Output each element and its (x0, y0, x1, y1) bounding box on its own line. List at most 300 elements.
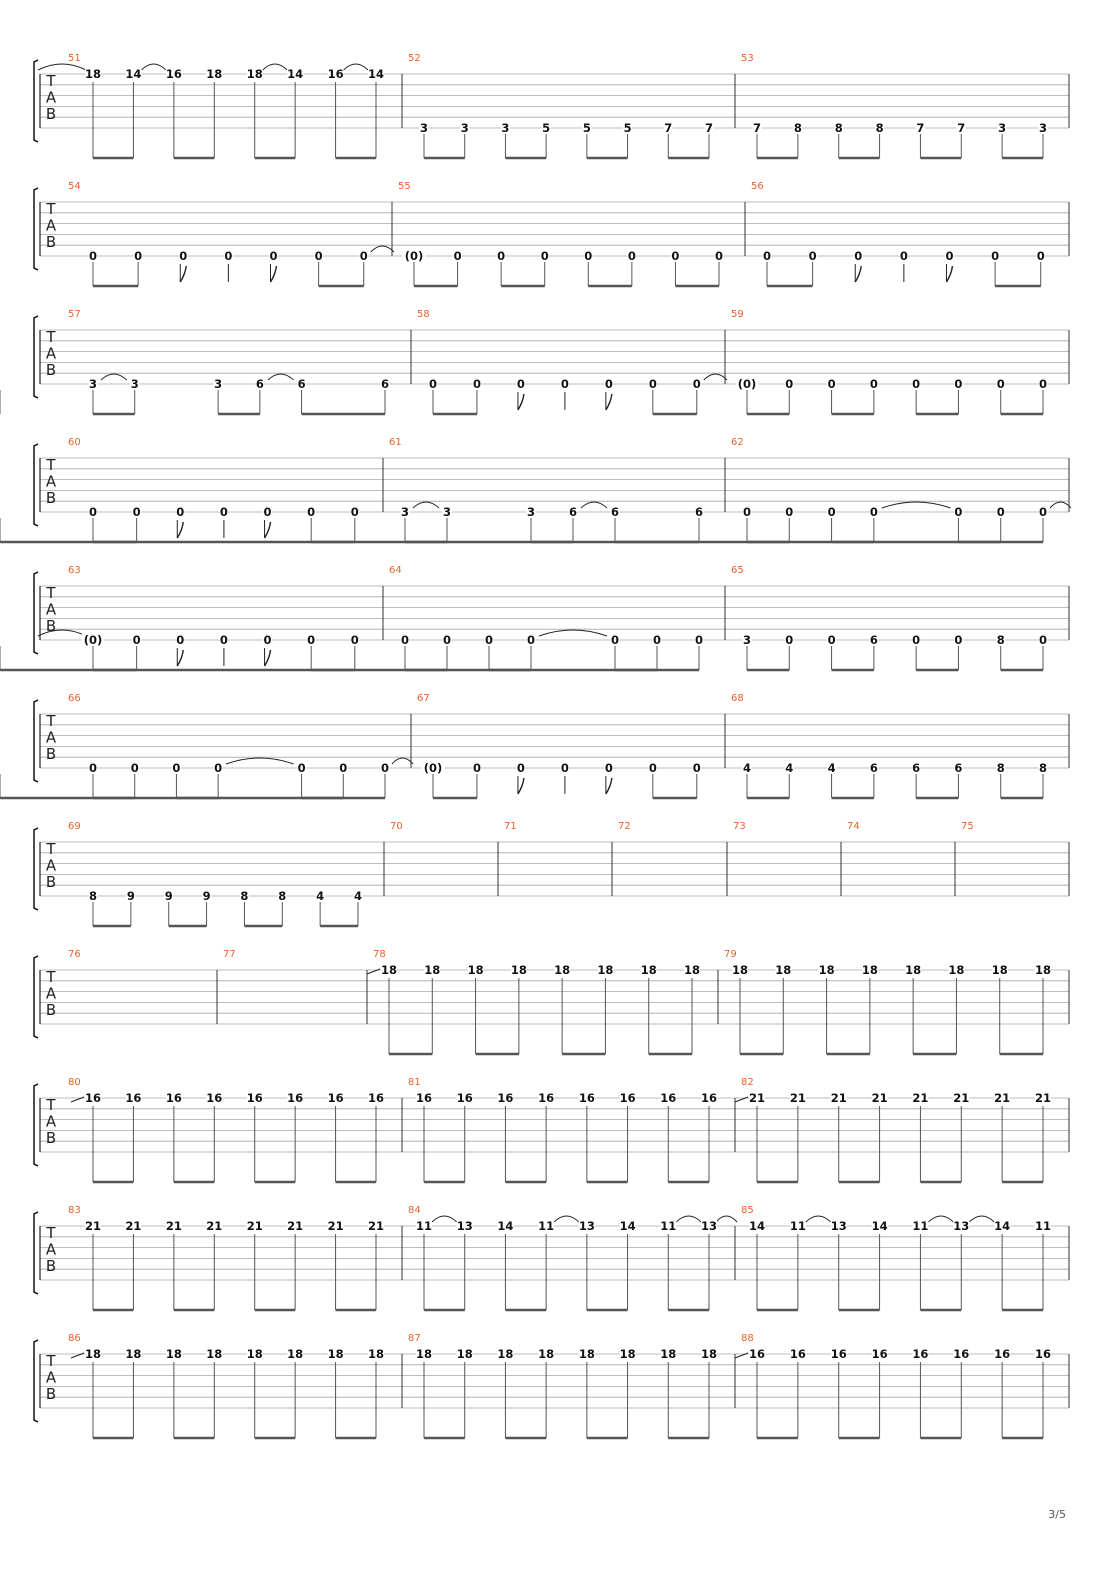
fret-number: 6 (255, 377, 264, 391)
fret-number: (0) (83, 633, 103, 647)
fret-number: 9 (126, 889, 135, 903)
fret-number: 18 (775, 963, 792, 977)
measure-number: 51 (68, 53, 81, 64)
fret-number: 0 (610, 633, 620, 647)
fret-number: 8 (88, 889, 98, 903)
measure (398, 181, 724, 286)
fret-number: 18 (554, 963, 571, 977)
measure (741, 1205, 1051, 1310)
fret-number: 0 (604, 761, 613, 775)
fret-number: 21 (84, 1219, 102, 1233)
fret-number: 18 (991, 963, 1008, 977)
fret-number: 0 (314, 249, 323, 263)
fret-number: 0 (176, 505, 185, 519)
tab-clef-letter: B (45, 361, 57, 379)
tab-clef-letter: B (45, 1129, 57, 1147)
tie-arc (716, 1216, 737, 1222)
tab-clef-letter: T (46, 840, 56, 858)
fret-number: 16 (830, 1347, 847, 1361)
tab-clef-letter: A (45, 984, 57, 1003)
tab-clef-letter: T (46, 456, 56, 474)
tab-clef-letter: A (45, 88, 57, 107)
tab-system (34, 1077, 1069, 1182)
fret-number: 14 (619, 1219, 636, 1233)
fret-number: 0 (472, 761, 481, 775)
fret-number: 21 (165, 1219, 182, 1233)
measure (390, 821, 403, 832)
system-bracket (34, 1212, 38, 1294)
measure-number: 69 (68, 821, 81, 832)
tab-system (34, 1205, 1069, 1310)
fret-number: 0 (297, 761, 306, 775)
fret-number: 6 (380, 377, 390, 391)
fret-number: 18 (497, 1347, 514, 1361)
tie-arc (392, 758, 413, 764)
fret-number: 0 (854, 249, 863, 263)
fret-number: 11 (660, 1219, 677, 1233)
fret-number: 16 (619, 1091, 636, 1105)
fret-number: 14 (287, 67, 304, 81)
measure (68, 1205, 384, 1310)
measure-number: 58 (417, 309, 430, 320)
fret-number: 0 (453, 249, 462, 263)
fret-number: 16 (871, 1347, 888, 1361)
fret-number: 0 (172, 761, 181, 775)
measure-number: 70 (390, 821, 403, 832)
fret-number: 16 (84, 1091, 102, 1105)
eighth-flag (265, 522, 271, 538)
fret-number: 0 (1038, 377, 1048, 391)
system-bracket (34, 188, 38, 270)
tie-arc (806, 1216, 831, 1222)
measure-number: 60 (68, 437, 81, 448)
tab-clef-letter: B (45, 1385, 57, 1403)
fret-number: 16 (660, 1091, 677, 1105)
tie-arc (226, 758, 293, 764)
fret-number: 0 (88, 761, 98, 775)
fret-number: 0 (808, 249, 817, 263)
measure-number: 63 (68, 565, 81, 576)
tie-arc (539, 630, 607, 636)
fret-number: 0 (339, 761, 348, 775)
measure (68, 437, 359, 542)
fret-number: 21 (912, 1091, 929, 1105)
fret-number: 0 (497, 249, 506, 263)
tie-arc (268, 374, 294, 380)
measure-number: 75 (961, 821, 974, 832)
fret-number: 0 (263, 505, 272, 519)
fret-number: 8 (240, 889, 249, 903)
fret-number: 0 (307, 505, 316, 519)
fret-number: 5 (623, 121, 632, 135)
fret-number: 18 (456, 1347, 473, 1361)
page-number: 3/5 (1048, 1508, 1066, 1521)
fret-number: 7 (957, 121, 966, 135)
fret-number: 4 (827, 761, 836, 775)
measure-number: 67 (417, 693, 430, 704)
fret-number: 3 (1038, 121, 1048, 135)
fret-number: 0 (785, 633, 794, 647)
measure (731, 309, 1048, 414)
tie-arc (432, 1216, 457, 1222)
measure (417, 309, 727, 414)
fret-number: 18 (380, 963, 398, 977)
fret-number: 0 (179, 249, 188, 263)
measure (733, 821, 746, 832)
fret-number: 21 (748, 1091, 766, 1105)
fret-number: 0 (560, 377, 569, 391)
fret-number: 6 (912, 761, 921, 775)
fret-number: 14 (125, 67, 142, 81)
fret-number: 0 (694, 633, 704, 647)
fret-number: 6 (869, 633, 878, 647)
measure (961, 821, 974, 832)
measure-number: 57 (68, 309, 81, 320)
fret-number: 0 (954, 377, 963, 391)
fret-number: 21 (1034, 1091, 1052, 1105)
fret-number: 18 (660, 1347, 677, 1361)
fret-number: 4 (316, 889, 325, 903)
fret-number: 14 (497, 1219, 514, 1233)
tie-arc (101, 374, 127, 380)
eighth-flag (180, 266, 186, 282)
fret-number: 18 (246, 67, 263, 81)
measure-number: 82 (741, 1077, 754, 1088)
fret-number: 18 (246, 1347, 263, 1361)
fret-number: 3 (88, 377, 98, 391)
eighth-flag (855, 266, 861, 282)
measure (0, 437, 704, 542)
fret-number: 0 (359, 249, 368, 263)
tie-arc (38, 64, 86, 70)
measure (408, 1333, 717, 1438)
measure-number: 85 (741, 1205, 754, 1216)
measure-number: 56 (751, 181, 764, 192)
measure-number: 88 (741, 1333, 754, 1344)
measure-number: 74 (847, 821, 860, 832)
fret-number: 11 (538, 1219, 555, 1233)
tab-system (0, 309, 1069, 414)
tab-clef-letter: T (46, 1096, 56, 1114)
measure-number: 87 (408, 1333, 421, 1344)
fret-number: 14 (367, 67, 385, 81)
measure-number: 66 (68, 693, 81, 704)
system-bracket (34, 316, 38, 398)
fret-number: 6 (568, 505, 578, 519)
fret-number: 0 (652, 633, 662, 647)
tab-clef-letter: B (45, 873, 57, 891)
fret-number: 11 (912, 1219, 929, 1233)
fret-number: 0 (540, 249, 549, 263)
fret-number: 3 (130, 377, 139, 391)
tab-clef-letter: A (45, 472, 57, 491)
fret-number: 18 (415, 1347, 433, 1361)
eighth-flag (265, 650, 271, 666)
tab-clef-letter: B (45, 489, 57, 507)
fret-number: 5 (582, 121, 591, 135)
fret-number: 0 (472, 377, 481, 391)
fret-number: 16 (327, 1091, 344, 1105)
tab-clef-letter: T (46, 1224, 56, 1242)
fret-number: 8 (834, 121, 843, 135)
fret-number: 0 (1038, 633, 1048, 647)
measure (847, 821, 860, 832)
fret-number: 3 (526, 505, 536, 519)
measure (0, 565, 704, 670)
fret-number: 9 (164, 889, 173, 903)
fret-number: 18 (731, 963, 749, 977)
fret-number: 7 (704, 121, 714, 135)
fret-number: 0 (692, 761, 701, 775)
tab-clef-letter: T (46, 200, 56, 218)
fret-number: 16 (367, 1091, 385, 1105)
fret-number: 0 (442, 633, 452, 647)
fret-number: 18 (84, 1347, 102, 1361)
fret-number: 16 (538, 1091, 555, 1105)
fret-number: 11 (1034, 1219, 1052, 1233)
fret-number: 16 (912, 1347, 929, 1361)
fret-number: 5 (542, 121, 551, 135)
fret-number: 18 (905, 963, 922, 977)
fret-number: 18 (861, 963, 878, 977)
measure-number: 83 (68, 1205, 81, 1216)
eighth-flag (270, 266, 276, 282)
tab-clef-letter: A (45, 1368, 57, 1387)
tab-system (34, 949, 1069, 1054)
system-bracket (34, 956, 38, 1038)
measure (367, 949, 700, 1054)
fret-number: 0 (1036, 249, 1045, 263)
fret-number: 0 (219, 505, 228, 519)
fret-number: 18 (206, 67, 223, 81)
eighth-flag (518, 778, 524, 794)
fret-number: 3 (460, 121, 469, 135)
fret-number: 0 (380, 761, 390, 775)
system-bracket (34, 1084, 38, 1166)
fret-number: 18 (619, 1347, 636, 1361)
fret-number: 21 (830, 1091, 847, 1105)
fret-number: 0 (584, 249, 593, 263)
fret-number: 0 (899, 249, 908, 263)
fret-number: 0 (827, 633, 836, 647)
measure (38, 565, 359, 670)
eighth-flag (177, 522, 183, 538)
system-bracket (34, 572, 38, 654)
fret-number: 16 (165, 1091, 182, 1105)
fret-number: 0 (134, 249, 143, 263)
fret-number: 0 (224, 249, 233, 263)
fret-number: (0) (423, 761, 443, 775)
measure (68, 1077, 384, 1182)
fret-number: 6 (610, 505, 620, 519)
fret-number: 21 (246, 1219, 263, 1233)
fret-number: 18 (538, 1347, 555, 1361)
measure (724, 949, 1051, 1054)
fret-number: 16 (789, 1347, 806, 1361)
tie-arc (581, 502, 607, 508)
fret-number: 0 (945, 249, 954, 263)
measure-number: 61 (389, 437, 402, 448)
tab-clef-letter: A (45, 728, 57, 747)
measure-number: 80 (68, 1077, 81, 1088)
measure-number: 81 (408, 1077, 421, 1088)
fret-number: 0 (560, 761, 569, 775)
tie-arc (371, 246, 394, 252)
fret-number: 0 (1038, 505, 1048, 519)
fret-number: 0 (350, 505, 359, 519)
measure (0, 309, 390, 414)
measure-number: 54 (68, 181, 81, 192)
fret-number: 16 (206, 1091, 223, 1105)
fret-number: 0 (350, 633, 359, 647)
fret-number: 0 (785, 505, 794, 519)
fret-number: 0 (307, 633, 316, 647)
fret-number: 6 (954, 761, 963, 775)
fret-number: 16 (953, 1347, 970, 1361)
measure-number: 79 (724, 949, 737, 960)
fret-number: 16 (994, 1347, 1011, 1361)
measure (417, 693, 701, 798)
fret-number: 13 (953, 1219, 970, 1233)
fret-number: 0 (132, 505, 141, 519)
measure (735, 1077, 1051, 1182)
fret-number: 3 (742, 633, 752, 647)
eighth-flag (177, 650, 183, 666)
measure (68, 949, 81, 960)
fret-number: 18 (467, 963, 484, 977)
tab-clef-letter: A (45, 1112, 57, 1131)
fret-number: 21 (953, 1091, 970, 1105)
fret-number: (0) (737, 377, 757, 391)
fret-number: 0 (219, 633, 228, 647)
fret-number: 7 (916, 121, 925, 135)
fret-number: 0 (991, 249, 1000, 263)
fret-number: 21 (206, 1219, 223, 1233)
tab-clef-letter: T (46, 328, 56, 346)
fret-number: 0 (714, 249, 724, 263)
fret-number: 0 (400, 633, 410, 647)
system-bracket (34, 1340, 38, 1422)
measure-number: 65 (731, 565, 744, 576)
fret-number: 18 (327, 1347, 344, 1361)
fret-number: 14 (871, 1219, 888, 1233)
measure-number: 52 (408, 53, 421, 64)
fret-number: 0 (869, 377, 878, 391)
fret-number: 3 (998, 121, 1007, 135)
fret-number: 16 (327, 67, 344, 81)
fret-number: 13 (700, 1219, 718, 1233)
fret-number: 0 (827, 505, 836, 519)
fret-number: 8 (1038, 761, 1048, 775)
tie-arc (704, 374, 727, 380)
tab-clef-letter: B (45, 233, 57, 251)
tie-arc (676, 1216, 701, 1222)
fret-number: 0 (428, 377, 438, 391)
fret-number: 21 (287, 1219, 304, 1233)
fret-number: 8 (875, 121, 884, 135)
fret-number: 0 (742, 505, 752, 519)
fret-number: 16 (497, 1091, 514, 1105)
tab-clef-letter: B (45, 1001, 57, 1019)
tie-arc (263, 64, 287, 70)
fret-number: 18 (84, 67, 102, 81)
measure-number: 78 (373, 949, 386, 960)
fret-number: 0 (604, 377, 613, 391)
fret-number: 0 (627, 249, 636, 263)
fret-number: 0 (785, 377, 794, 391)
measure-number: 71 (504, 821, 517, 832)
tab-clef-letter: B (45, 745, 57, 763)
system-bracket (34, 444, 38, 526)
fret-number: 3 (214, 377, 223, 391)
measure (0, 437, 1071, 542)
fret-number: 0 (912, 377, 921, 391)
fret-number: 0 (484, 633, 494, 647)
measure (408, 53, 714, 158)
fret-number: 16 (456, 1091, 473, 1105)
fret-number: 18 (287, 1347, 304, 1361)
fret-number: 9 (202, 889, 211, 903)
system-bracket (34, 60, 38, 142)
fret-number: 18 (510, 963, 527, 977)
fret-number: 16 (246, 1091, 263, 1105)
measure-number: 86 (68, 1333, 81, 1344)
fret-number: 0 (526, 633, 536, 647)
measure-number: 72 (618, 821, 631, 832)
fret-number: 0 (88, 505, 98, 519)
fret-number: 0 (648, 377, 657, 391)
measure-number: 77 (223, 949, 236, 960)
tab-clef-letter: A (45, 1240, 57, 1259)
measure-number: 68 (731, 693, 744, 704)
fret-number: 18 (165, 1347, 182, 1361)
fret-number: 16 (287, 1091, 304, 1105)
system-bracket (34, 700, 38, 782)
eighth-flag (946, 266, 952, 282)
fret-number: 18 (818, 963, 835, 977)
tab-clef-letter: A (45, 856, 57, 875)
fret-number: 0 (648, 761, 657, 775)
measure-number: 59 (731, 309, 744, 320)
measure (223, 949, 236, 960)
fret-number: 18 (640, 963, 657, 977)
measure-number: 62 (731, 437, 744, 448)
tab-clef-letter: B (45, 1257, 57, 1275)
fret-number: (0) (404, 249, 424, 263)
fret-number: 4 (785, 761, 794, 775)
system-bracket (34, 828, 38, 910)
fret-number: 14 (994, 1219, 1011, 1233)
measure-number: 84 (408, 1205, 421, 1216)
tie-arc (141, 64, 165, 70)
fret-number: 8 (996, 633, 1005, 647)
tab-clef-letter: A (45, 216, 57, 235)
fret-number: 0 (263, 633, 272, 647)
tab-clef-letter: T (46, 968, 56, 986)
tie-arc (413, 502, 439, 508)
fret-number: 0 (132, 633, 141, 647)
fret-number: 16 (748, 1347, 766, 1361)
tab-clef-letter: T (46, 584, 56, 602)
fret-number: 13 (830, 1219, 847, 1233)
measure (68, 181, 394, 286)
fret-number: 18 (367, 1347, 385, 1361)
fret-number: 21 (125, 1219, 142, 1233)
eighth-flag (606, 394, 612, 410)
fret-number: 16 (700, 1091, 718, 1105)
fret-number: 0 (671, 249, 680, 263)
fret-number: 21 (367, 1219, 385, 1233)
